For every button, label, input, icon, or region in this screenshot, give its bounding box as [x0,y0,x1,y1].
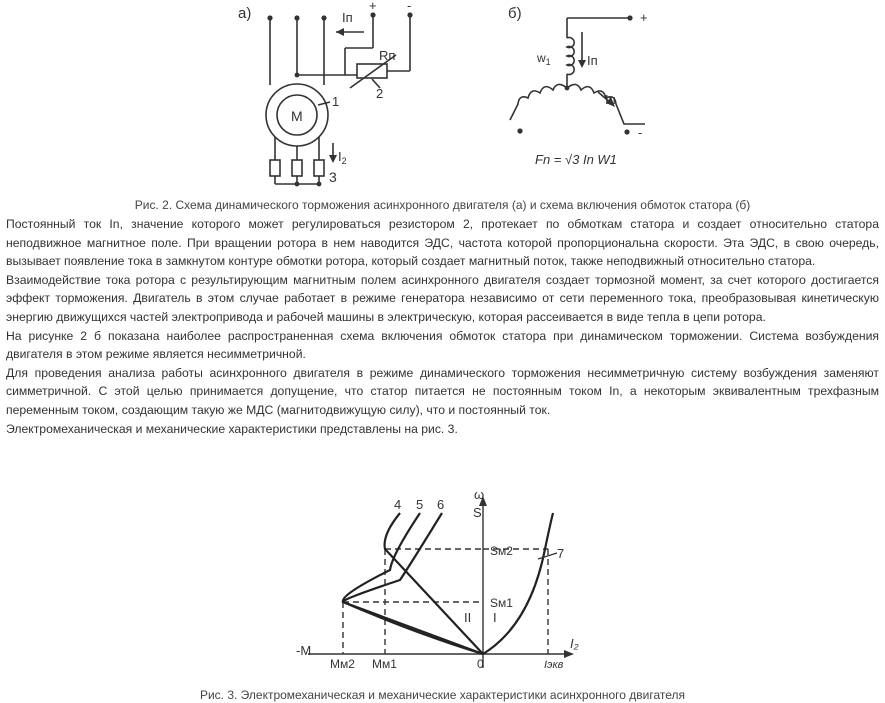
paragraph-3: На рисунке 2 б показана наиболее распространенная схема включения обмоток статора при динамическом торможении. Система возбуждения двигателя в этом режиме является несимметричной. [6,328,879,362]
fig2-plus-a: + [369,0,377,13]
paragraph-2: Взаимодействие тока ротора с результирующим магнитным полем асинхронного двигателя создает тормозной момент, за счет которого достигается эффект торможения. Двигатель в этом случае работает в режиме генератора независимо от сети переменного тока, преобразовывая кинетическую энергию движущихся частей электропривода и рабочей машины в электрическую, которая рассеивается в виде тепла в цепи ротора. [6,272,879,324]
fig2-resistor-label: Rп [379,48,396,63]
region-1-label: I [493,610,497,625]
fig2-current-label: Iп [342,10,353,25]
curve-4 [385,513,483,654]
fig2-winding-w: $w_1$ [537,51,551,67]
sm2-label: Sм2 [490,544,513,558]
article-text [6,215,879,438]
fig2-motor-label: M [291,108,303,124]
fig2-rotor-current: $I_2$ [338,149,347,166]
mm1-label: Mм1 [372,657,397,671]
mm2-label: Mм2 [330,657,355,671]
fig2-minus-b: - [638,125,643,140]
omega-label: ω [474,487,485,502]
fig2-minus-a: - [407,0,412,13]
fig2-label-a: а) [238,5,252,22]
fig2-num-1: 1 [332,94,340,109]
fig2-winding-current-right: Iп [605,92,616,107]
fig2-label-b: б) [508,5,522,22]
i2-axis-label: I₂ [570,636,579,651]
fig2-num-3: 3 [329,169,337,185]
origin-label: 0 [477,657,484,671]
curve-7 [483,513,553,654]
paragraph-1: Постоянный ток In, значение которого может регулироваться резистором 2, протекает по обмоткам статора и создает относительно статора неподвижное магнитное поле. При вращении ротора в нем наводится ЭДС, частота которой пропорциональна скорости. Эта ЭДС, в свою очередь, вызывает появление тока в замкнутом контуре обмотки ротора, который создает магнитный поток, также неподвижный относительно статора. [6,217,879,269]
region-2-label: II [464,610,472,625]
curve-label-4: 4 [394,497,402,512]
sm1-label: Sм1 [490,596,513,610]
curve-label-5: 5 [416,497,424,512]
fig2-winding-current-top: Iп [587,53,598,68]
curve-label-7: 7 [557,546,565,561]
i-ekv-label: Iэкв [544,659,564,671]
fig2-plus-b: + [640,10,648,25]
paragraph-5: Электромеханическая и механические характеристики представлены на рис. 3. [6,421,458,436]
fig2-num-2: 2 [376,86,384,101]
figure-2-caption: Рис. 2. Схема динамического торможения асинхронного двигателя (а) и схема включения обмоток статора (б) [134,198,751,212]
figure-3-chart [0,485,885,685]
figure-3-caption: Рис. 3. Электромеханическая и механические характеристики асинхронного двигателя [199,688,686,702]
figure-2-diagram [0,0,885,200]
paragraph-4: Для проведения анализа работы асинхронного двигателя в режиме динамического торможения несимметричную систему возбуждения заменяют симметричной. С этой целью принимается допущение, что статор питается не постоянным током In, а некоторым эквивалентным трехфазным переменным током, создающим такую же МДС (магнитодвижущую силу), что и постоянный ток. [6,365,879,417]
curve-label-6: 6 [437,497,445,512]
fig2-formula: Fn = √3 In W1 [535,152,617,167]
neg-m-label: -M [296,643,312,658]
s-axis-label: S [473,505,482,520]
